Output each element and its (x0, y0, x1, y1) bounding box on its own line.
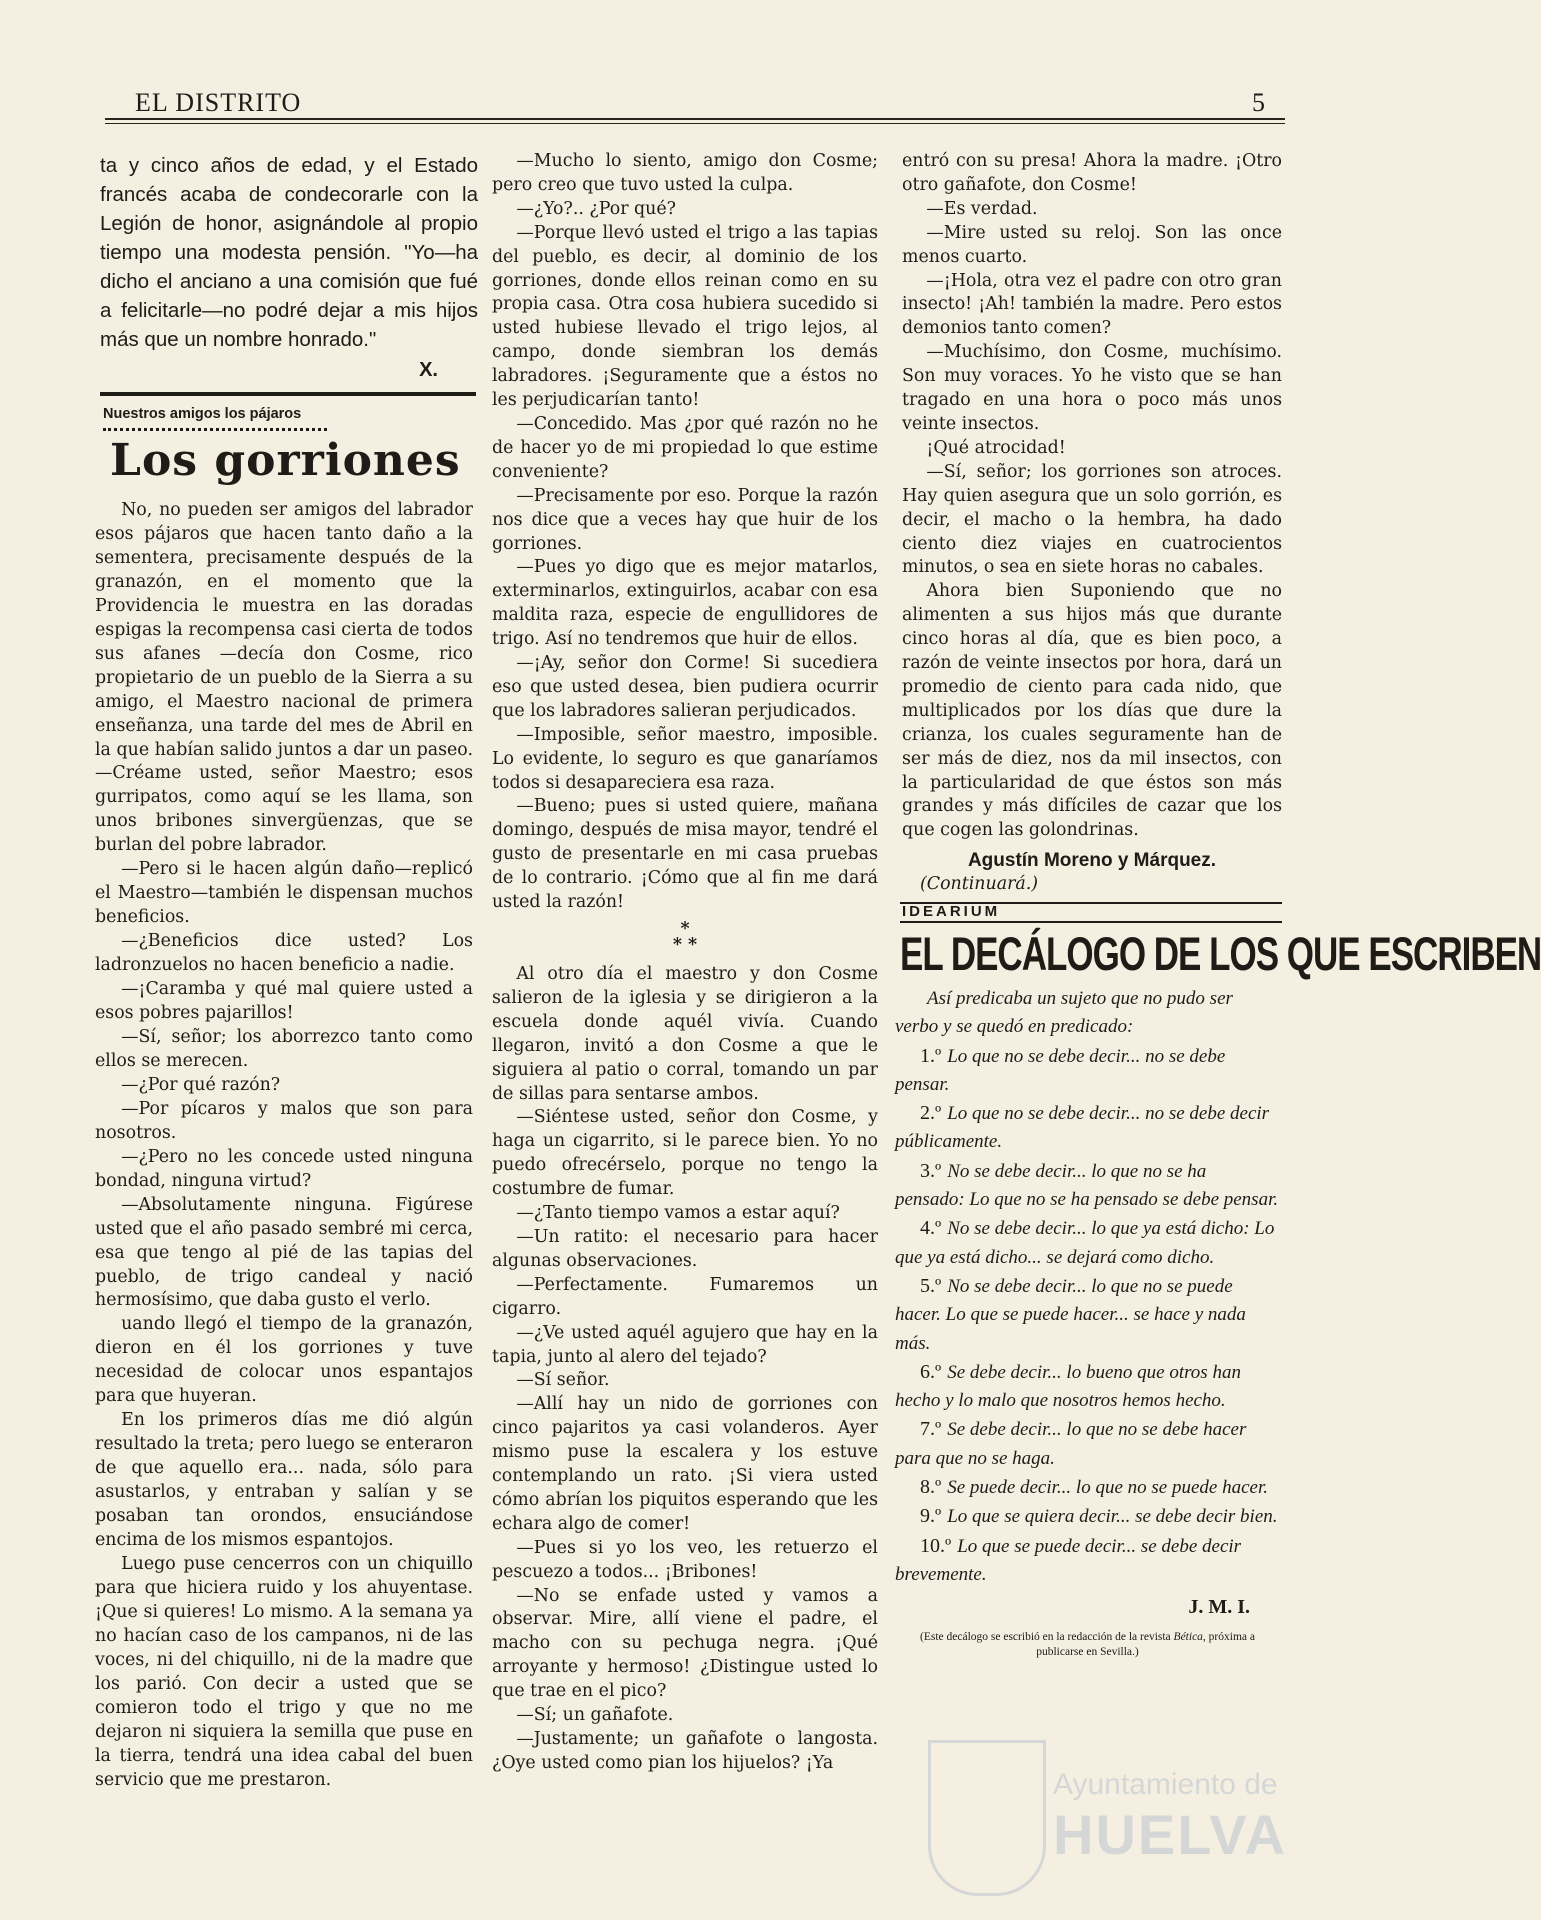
intro-paragraph (100, 151, 478, 385)
idearium-rule-bottom (900, 921, 1282, 923)
paragraph: Al otro día el maestro y don Cosme salieron de la iglesia y se dirigieron a la escuela donde aquél vivía. Cuando llegaron, invitó a don Cosme a que le siguiera al patio o corral, tomando un par de sillas para sentarse ambos. (492, 964, 878, 1104)
paragraph: ¡Qué atrocidad! (926, 437, 1066, 458)
paragraph: —Precisamente por eso. Porque la razón nos dice que a veces hay que huir de los gorriones. (492, 485, 878, 554)
article-column-2 (492, 150, 878, 1776)
item-number: 3.º (920, 1159, 942, 1182)
item-number: 2.º (920, 1102, 942, 1125)
decalogue-item (895, 1502, 1280, 1531)
paragraph: —Imposible, señor maestro, imposible. Lo evidente, lo seguro es que ganaríamos todos si desapareciera esa raza. (492, 724, 878, 793)
item-text: No se debe decir... lo que no se puede hacer. Lo que se puede hacer... se hace y nada más. (895, 1275, 1246, 1354)
paragraph: —Es verdad. (926, 198, 1038, 219)
paragraph: —Absolutamente ninguna. Figúrese usted que el año pasado sembré mi cerca, esa que tengo al pié de las tapias del pueblo, de trigo candeal y nació hermosísimo, que daba gusto el verlo. (95, 1194, 473, 1311)
decalogue-item (895, 1272, 1280, 1358)
section-divider (100, 392, 476, 396)
item-number: 1.º (920, 1044, 942, 1067)
paragraph: —Bueno; pues si usted quiere, mañana domingo, después de misa mayor, tendré el gusto de presentarle en mi casa pruebas de lo contrario. ¡Cómo que al fin me dará usted la razón! (492, 796, 878, 913)
decalogue-item (895, 1415, 1280, 1473)
item-text: Se debe decir... lo bueno que otros han hecho y lo malo que nosotros hemos hecho. (895, 1361, 1241, 1412)
item-number: 6.º (920, 1360, 942, 1383)
paragraph: —¡Ay, señor don Corme! Si sucediera eso que usted desea, bien pudiera ocurrir que los labradores salieran perjudicados. (492, 653, 878, 721)
article-author: Agustín Moreno y Márquez. (967, 850, 1217, 872)
paragraph: entró con su presa! Ahora la madre. ¡Otro otro gañafote, don Cosme! (902, 151, 1282, 195)
watermark-line1: Ayuntamiento de (1053, 1768, 1278, 1801)
paragraph: —Mire usted su reloj. Son las once menos cuarto. (902, 222, 1282, 267)
decalogue-signature: J. M. I. (1188, 1596, 1250, 1619)
item-text: Se debe decir... lo que no se debe hacer para que no se haga. (895, 1419, 1247, 1469)
paragraph: —¡Hola, otra vez el padre con otro gran insecto! ¡Ah! también la madre. Pero estos demonios tanto comen? (902, 270, 1282, 339)
item-number: 9.º (920, 1505, 942, 1528)
decalogue-item (895, 1042, 1280, 1100)
continued-note: (Continuará.) (920, 874, 1039, 895)
item-number: 8.º (920, 1476, 942, 1499)
decalogue-item (895, 1473, 1280, 1502)
item-text: Lo que se quiera decir... se debe decir bien. (947, 1506, 1278, 1528)
item-number: 7.º (920, 1418, 942, 1441)
intro-text: ta y cinco años de edad, y el Estado francés acaba de condecorarle con la Legión de honor, asignándole al propio tiempo una modesta pensión. "Yo—ha dicho el anciano a una comisión que fué a felicitarle—no podré dejar a mis hijos más que un nombre honrado." (100, 154, 478, 351)
paragraph: —Concedido. Mas ¿por qué razón no he de hacer yo de mi propiedad lo que estime conveniente? (492, 413, 878, 482)
paragraph: uando llegó el tiempo de la granazón, dieron en él los gorriones y tuve necesidad de colocar unos espantajos para que huyeran. (95, 1314, 473, 1407)
paragraph: —Perfectamente. Fumaremos un cigarro. (492, 1274, 878, 1319)
item-text: Lo que no se debe decir... no se debe decir públicamente. (895, 1103, 1270, 1153)
paragraph: —¿Beneficios dice usted? Los ladronzuelos no hacen beneficio a nadie. (95, 931, 473, 976)
paragraph: —¿Tanto tiempo vamos a estar aquí? (516, 1203, 840, 1224)
paragraph: —Sí, señor; los gorriones son atroces. Hay quien asegura que un solo gorrión, es decir, el macho o la hembra, ha dado ciento diez viajes en cuatrocientos minutos, o sea en siete horas no cabales. (902, 461, 1282, 578)
section-dotted-rule (103, 428, 327, 431)
paragraph: —Pues yo digo que es mejor matarlos, exterminarlos, extinguirlos, acabar con esa maldita raza, especie de engullidores de trigo. Así no tendremos que huir de ellos. (492, 557, 878, 650)
paragraph: —Pero si le hacen algún daño—replicó el Maestro—también le dispensan muchos beneficios. (95, 859, 473, 928)
page-number: 5 (1252, 88, 1265, 117)
watermark-line2: HUELVA (1053, 1803, 1287, 1866)
footnote-text-end: , próxima a publicarse en Sevilla.) (1036, 1630, 1255, 1658)
decalogue-footnote (895, 1630, 1280, 1660)
paragraph: —Un ratito: el necesario para hacer algunas observaciones. (492, 1226, 878, 1271)
item-number: 10.º (920, 1534, 952, 1557)
paragraph: —¿Yo?.. ¿Por qué? (516, 198, 676, 219)
paragraph: —Sí señor. (516, 1370, 610, 1391)
article-column-3 (902, 150, 1282, 897)
item-text: No se debe decir... lo que ya está dicho: Lo que ya está dicho... se dejará como dicho. (895, 1218, 1275, 1268)
paragraph: —Por pícaros y malos que son para nosotros. (95, 1098, 473, 1143)
paragraph: —Mucho lo siento, amigo don Cosme; pero creo que tuvo usted la culpa. (492, 151, 878, 195)
item-text: No se debe decir... lo que no se ha pensado: Lo que no se ha pensado se debe pensar. (895, 1160, 1279, 1211)
paragraph: —Muchísimo, don Cosme, muchísimo. Son muy voraces. Yo he visto que se han tragado en una hora o poco más unos veinte insectos. (902, 342, 1282, 434)
idearium-label: IDEARIUM (902, 903, 1001, 920)
paragraph: —¿Por qué razón? (121, 1074, 281, 1095)
paragraph: No, no pueden ser amigos del labrador esos pájaros que hacen tanto daño a la sementera, precisamente después de la granazón, en el momento que la Providencia le muestra en las doradas espigas la recompensa casi cierta de todos sus afanes —decía don Cosme, rico propietario de un pueblo de la Sierra a su amigo, el Maestro nacional de primera enseñanza, una tarde del mes de Abril en la que habían salido juntos a dar un paseo.—Créame usted, señor Maestro; esos gurripatos, como aquí se les llama, son unos bribones sinvergüenzas, que se burlan del pobre labrador. (95, 500, 473, 856)
paragraph: —Siéntese usted, señor don Cosme, y haga un cigarrito, si le parece bien. Yo no puedo ofrecérselo, porque no tengo la costumbre de fumar. (492, 1107, 878, 1200)
decalogue-item (895, 1532, 1280, 1590)
idearium-title: EL DECÁLOGO DE LOS QUE ESCRIBEN (900, 928, 1541, 981)
decalogue (895, 985, 1280, 1660)
paragraph: —Justamente; un gañafote o langosta. ¿Oye usted como pian los hijuelos? ¡Ya (492, 1729, 878, 1773)
publication-name: EL DISTRITO (135, 88, 302, 117)
paragraph: —¿Ve usted aquél agujero que hay en la tapia, junto al alero del tejado? (492, 1322, 878, 1367)
paragraph: —¿Pero no les concede usted ninguna bondad, ninguna virtud? (95, 1146, 473, 1191)
paragraph: —No se enfade usted y vamos a observar. Mire, allí viene el padre, el macho con su pechuga negra. ¡Qué arroyante y hermoso! ¿Distingue usted lo que trae en el pico? (492, 1585, 878, 1702)
section-label: Nuestros amigos los pájaros (103, 406, 302, 422)
header-rule (105, 118, 1285, 120)
paragraph: —Porque llevó usted el trigo a las tapias del pueblo, es decir, al dominio de los gorriones, donde ellos reinan como en su propia casa. Otra cosa hubiera sucedido si usted hubiese llevado el trigo lejos, al campo, donde siembran los demás labradores. ¡Seguramente que a éstos no les perjudicarían tanto! (492, 222, 878, 411)
decalogue-item (895, 1157, 1280, 1215)
paragraph: Ahora bien Suponiendo que no alimenten a sus hijos más que durante cinco horas al día, que es bien poco, a razón de veinte insectos por hora, dará un promedio de ciento para cada nido, que multiplicados por los días que dure la crianza, los cuales seguramente han de ser más de diez, nos da mil insectos, con la particularidad de que éstos son más grandes y más difíciles de cazar que los que cogen las golondrinas. (902, 581, 1282, 841)
footnote-magazine: Bética (1173, 1630, 1203, 1643)
section-break-stars: * * * (672, 919, 698, 955)
paragraph: —Pues si yo los veo, les retuerzo el pescuezo a todos... ¡Bribones! (492, 1537, 878, 1582)
paragraph: —Sí, señor; los aborrezco tanto como ellos se merecen. (95, 1026, 473, 1071)
item-number: 5.º (920, 1274, 942, 1297)
article-column-1 (95, 499, 473, 1792)
footnote-text: (Este decálogo se escribió en la redacción de la revista (920, 1630, 1174, 1643)
header-rule-thin (105, 123, 1285, 124)
coat-of-arms-icon (928, 1740, 1046, 1896)
paragraph: En los primeros días me dió algún resultado la treta; pero luego se enteraron de que aquello era... nada, sólo para asustarlos, y entraban y salían y se posaban tan orondos, ensuciándose encima de los mismos espantojos. (95, 1410, 473, 1550)
decalogue-item (895, 1099, 1280, 1157)
item-number: 4.º (920, 1217, 942, 1240)
paragraph: —Allí hay un nido de gorriones con cinco pajaritos ya casi volanderos. Ayer mismo puse la escalera y los estuve contemplando un rato. ¡Si viera usted cómo abrían los piquitos esperando que les echara algo de comer! (492, 1394, 878, 1534)
paragraph: Luego puse cencerros con un chiquillo para que hiciera ruido y los ahuyentase. ¡Que si quieres! Lo mismo. A la semana ya no hacían caso de los campanos, ni de las voces, ni del chiquillo, ni de la madre que los parió. Con decir a usted que se comieron todo el trigo y que no me dejaron ni siquiera la semilla que puse en la tierra, tendrá una idea cabal del buen servicio que me prestaron. (95, 1553, 473, 1790)
paragraph: —¡Caramba y qué mal quiere usted a esos pobres pajarillos! (95, 979, 473, 1024)
page-header (105, 88, 1280, 118)
intro-signature: X. (419, 359, 438, 381)
archive-watermark (928, 1740, 1288, 1890)
decalogue-lead: Así predicaba un sujeto que no pudo ser verbo y se quedó en predicado: (895, 988, 1233, 1038)
item-text: Lo que no se debe decir... no se debe pensar. (895, 1045, 1226, 1095)
item-text: Se puede decir... lo que no se puede hacer. (947, 1477, 1268, 1499)
item-text: Lo que se puede decir... se debe decir brevemente. (895, 1535, 1242, 1585)
decalogue-item (895, 1358, 1280, 1416)
paragraph: —Sí; un gañafote. (516, 1705, 674, 1726)
decalogue-item (895, 1214, 1280, 1272)
article-title: Los gorriones (110, 435, 461, 486)
